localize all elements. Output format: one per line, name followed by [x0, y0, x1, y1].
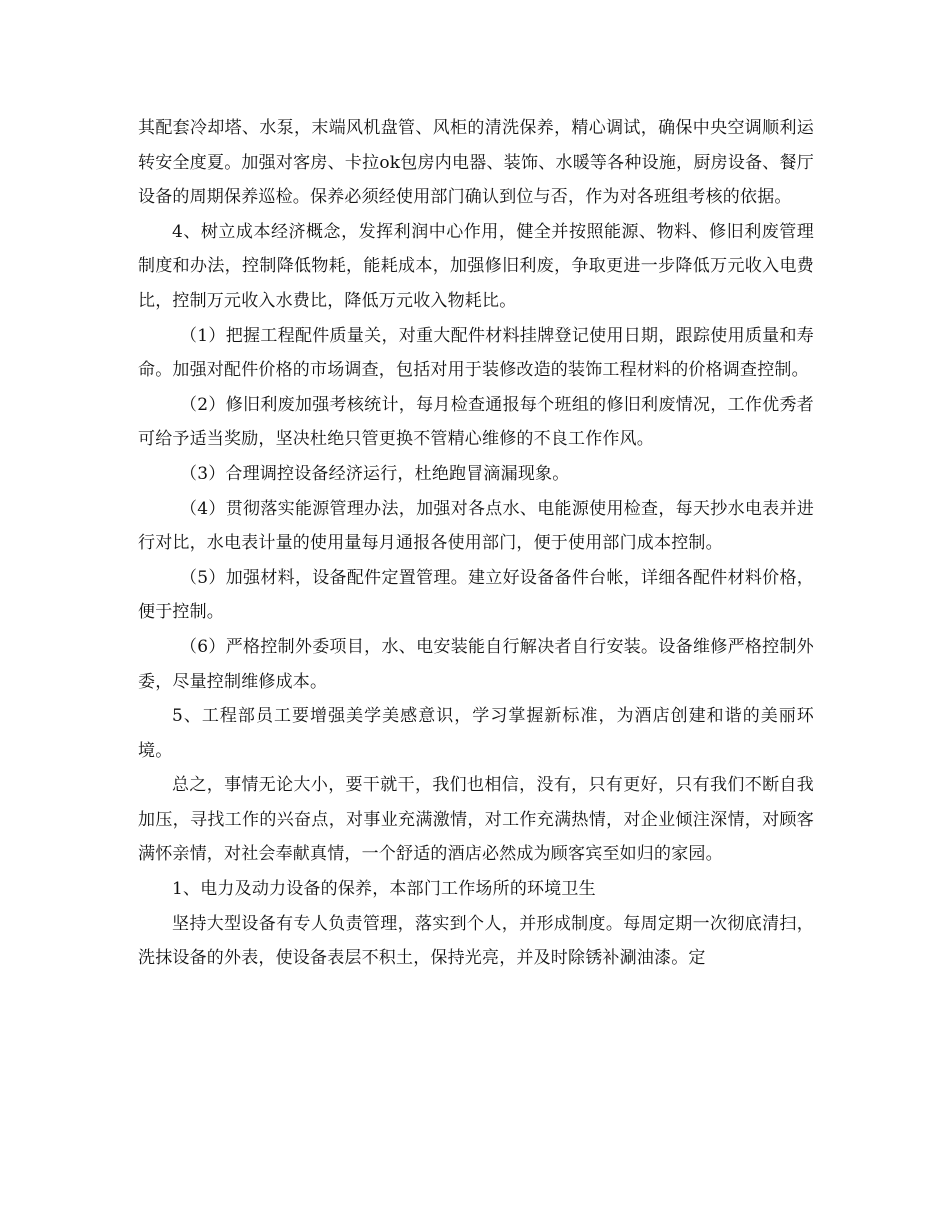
document-body	[138, 111, 814, 976]
paragraph-4: （2）修旧利废加强考核统计，每月检查通报每个班组的修旧利废情况，工作优秀者可给予适当奖励，坚决杜绝只管更换不管精心维修的不良工作作风。	[138, 394, 814, 450]
paragraph-10: 总之，事情无论大小，要干就干，我们也相信，没有，只有更好，只有我们不断自我加压，寻找工作的兴奋点，对事业充满激情，对工作充满热情，对企业倾注深情，对顾客满怀亲情，对社会奉献真情，一个舒适的酒店必然成为顾客宾至如归的家园。	[138, 775, 814, 865]
paragraph-7: （5）加强材料，设备配件定置管理。建立好设备备件台帐，详细各配件材料价格，便于控制。	[138, 567, 814, 623]
paragraph-11: 1、电力及动力设备的保养，本部门工作场所的环境卫生	[172, 879, 596, 900]
paragraph-9: 5、工程部员工要增强美学美感意识，学习掌握新标准，为酒店创建和谐的美丽环境。	[138, 706, 814, 761]
paragraph-6: （4）贯彻落实能源管理办法，加强对各点水、电能源使用检查，每天抄水电表并进行对比，水电表计量的使用量每月通报各使用部门，便于使用部门成本控制。	[138, 498, 814, 554]
paragraph-8: （6）严格控制外委项目，水、电安装能自行解决者自行安装。设备维修严格控制外委，尽量控制维修成本。	[138, 636, 814, 692]
paragraph-12: 坚持大型设备有专人负责管理，落实到个人，并形成制度。每周定期一次彻底清扫，洗抹设备的外表，使设备表层不积土，保持光亮，并及时除锈补涮油漆。定	[138, 913, 814, 969]
paragraph-2: 4、树立成本经济概念，发挥利润中心作用，健全并按照能源、物料、修旧利废管理制度和办法，控制降低物耗，能耗成本，加强修旧利废，争取更进一步降低万元收入电费比，控制万元收入水费比，降低万元收入物耗比。	[138, 221, 814, 311]
paragraph-1: 其配套冷却塔、水泵，末端风机盘管、风柜的清洗保养，精心调试，确保中央空调顺利运转安全度夏。加强对客房、卡拉ok包房内电器、装饰、水暖等各种设施，厨房设备、餐厅设备的周期保养巡检。保养必须经使用部门确认到位与否，作为对各班组考核的依据。	[138, 118, 814, 208]
paragraph-3: （1）把握工程配件质量关，对重大配件材料挂牌登记使用日期，跟踪使用质量和寿命。加强对配件价格的市场调查，包括对用于装修改造的装饰工程材料的价格调查控制。	[138, 325, 814, 381]
paragraph-5: （3）合理调控设备经济运行，杜绝跑冒滴漏现象。	[180, 463, 570, 484]
